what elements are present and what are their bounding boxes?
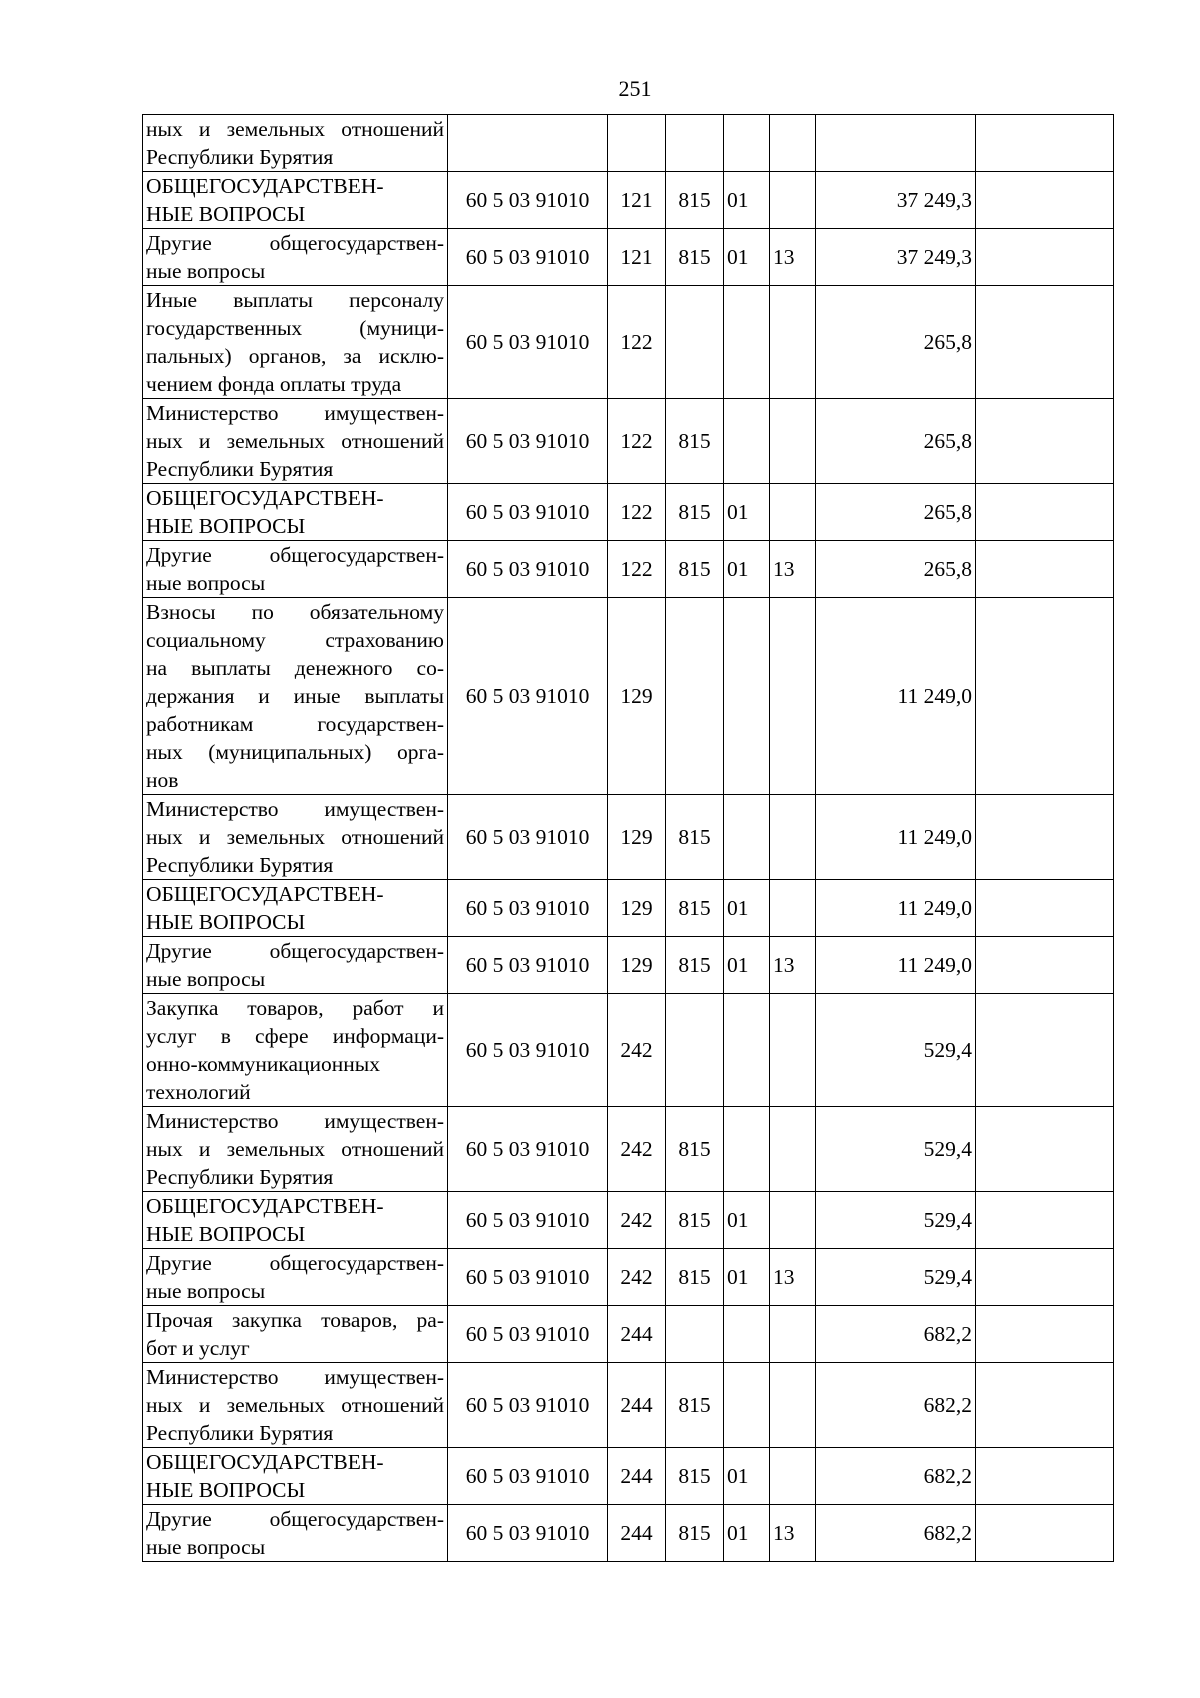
cell-subsection — [770, 172, 816, 229]
name-line: ных и земельных отношений — [146, 117, 444, 141]
cell-target-code — [448, 115, 608, 172]
cell-target-code: 60 5 03 91010 — [448, 880, 608, 937]
cell-amount: 265,8 — [816, 286, 976, 399]
cell-section: 01 — [724, 484, 770, 541]
cell-target-code: 60 5 03 91010 — [448, 541, 608, 598]
cell-target-code: 60 5 03 91010 — [448, 1363, 608, 1448]
cell-subsection — [770, 115, 816, 172]
name-line: Республики Бурятия — [146, 145, 334, 169]
cell-extra — [976, 172, 1114, 229]
cell-name — [143, 1505, 448, 1562]
name-line: Прочая закупка товаров, ра- — [146, 1308, 444, 1332]
cell-target-code: 60 5 03 91010 — [448, 484, 608, 541]
cell-ministry-code: 815 — [666, 1505, 724, 1562]
name-line: НЫЕ ВОПРОСЫ — [146, 202, 306, 226]
cell-name — [143, 1363, 448, 1448]
cell-section: 01 — [724, 172, 770, 229]
cell-section: 01 — [724, 1192, 770, 1249]
cell-name — [143, 1249, 448, 1306]
name-line: социальному страхованию — [146, 628, 444, 652]
table-row — [143, 115, 1114, 172]
table-row — [143, 598, 1114, 795]
cell-section — [724, 598, 770, 795]
cell-section — [724, 115, 770, 172]
name-line: ных и земельных отношений — [146, 429, 444, 453]
cell-amount: 682,2 — [816, 1505, 976, 1562]
cell-amount: 529,4 — [816, 1192, 976, 1249]
name-line: ных и земельных отношений — [146, 1393, 444, 1417]
cell-amount: 11 249,0 — [816, 795, 976, 880]
cell-expense-type: 242 — [608, 1249, 666, 1306]
cell-amount: 682,2 — [816, 1363, 976, 1448]
cell-section: 01 — [724, 880, 770, 937]
name-line: ные вопросы — [146, 967, 266, 991]
cell-name — [143, 399, 448, 484]
cell-name — [143, 795, 448, 880]
table-row — [143, 1107, 1114, 1192]
name-line: пальных) органов, за исклю- — [146, 344, 444, 368]
cell-name — [143, 937, 448, 994]
name-line: на выплаты денежного со- — [146, 656, 444, 680]
name-line: государственных (муници- — [146, 316, 444, 340]
cell-amount: 265,8 — [816, 484, 976, 541]
name-line: бот и услуг — [146, 1336, 250, 1360]
table-row — [143, 541, 1114, 598]
cell-ministry-code: 815 — [666, 541, 724, 598]
cell-extra — [976, 598, 1114, 795]
cell-target-code: 60 5 03 91010 — [448, 598, 608, 795]
cell-subsection — [770, 880, 816, 937]
cell-extra — [976, 399, 1114, 484]
cell-name — [143, 115, 448, 172]
cell-section — [724, 1363, 770, 1448]
cell-target-code: 60 5 03 91010 — [448, 1448, 608, 1505]
cell-subsection: 13 — [770, 541, 816, 598]
cell-expense-type: 129 — [608, 795, 666, 880]
cell-subsection — [770, 399, 816, 484]
name-line: НЫЕ ВОПРОСЫ — [146, 1222, 306, 1246]
cell-amount: 265,8 — [816, 399, 976, 484]
cell-extra — [976, 795, 1114, 880]
cell-expense-type: 122 — [608, 541, 666, 598]
cell-subsection — [770, 795, 816, 880]
cell-extra — [976, 880, 1114, 937]
name-line: Другие общегосударствен- — [146, 939, 444, 963]
cell-ministry-code: 815 — [666, 795, 724, 880]
cell-expense-type — [608, 115, 666, 172]
name-line: ОБЩЕГОСУДАРСТВЕН- — [146, 486, 384, 510]
cell-target-code: 60 5 03 91010 — [448, 286, 608, 399]
table-row — [143, 880, 1114, 937]
cell-expense-type: 244 — [608, 1306, 666, 1363]
cell-name — [143, 541, 448, 598]
name-line: Взносы по обязательному — [146, 600, 444, 624]
cell-expense-type: 122 — [608, 399, 666, 484]
name-line: Другие общегосударствен- — [146, 543, 444, 567]
cell-extra — [976, 994, 1114, 1107]
cell-subsection: 13 — [770, 229, 816, 286]
cell-expense-type: 121 — [608, 172, 666, 229]
cell-ministry-code: 815 — [666, 1192, 724, 1249]
name-line: технологий — [146, 1080, 251, 1104]
cell-expense-type: 129 — [608, 937, 666, 994]
cell-subsection: 13 — [770, 1505, 816, 1562]
cell-name — [143, 1107, 448, 1192]
cell-name — [143, 229, 448, 286]
cell-extra — [976, 286, 1114, 399]
name-line: ные вопросы — [146, 259, 266, 283]
table-row — [143, 286, 1114, 399]
cell-section: 01 — [724, 1448, 770, 1505]
name-line: держания и иные выплаты — [146, 684, 444, 708]
cell-ministry-code: 815 — [666, 399, 724, 484]
cell-expense-type: 244 — [608, 1363, 666, 1448]
name-line: ОБЩЕГОСУДАРСТВЕН- — [146, 174, 384, 198]
cell-subsection — [770, 598, 816, 795]
cell-section: 01 — [724, 937, 770, 994]
cell-extra — [976, 1448, 1114, 1505]
cell-extra — [976, 541, 1114, 598]
name-line: Министерство имуществен- — [146, 797, 444, 821]
cell-target-code: 60 5 03 91010 — [448, 1107, 608, 1192]
cell-ministry-code: 815 — [666, 229, 724, 286]
name-line: ОБЩЕГОСУДАРСТВЕН- — [146, 1450, 384, 1474]
cell-section — [724, 286, 770, 399]
cell-subsection — [770, 1192, 816, 1249]
cell-expense-type: 242 — [608, 1192, 666, 1249]
cell-amount: 529,4 — [816, 1107, 976, 1192]
cell-name — [143, 172, 448, 229]
cell-target-code: 60 5 03 91010 — [448, 795, 608, 880]
cell-section: 01 — [724, 1505, 770, 1562]
cell-expense-type: 129 — [608, 880, 666, 937]
cell-ministry-code — [666, 598, 724, 795]
name-line: НЫЕ ВОПРОСЫ — [146, 1478, 306, 1502]
cell-section — [724, 399, 770, 484]
name-line: Республики Бурятия — [146, 853, 334, 877]
cell-ministry-code: 815 — [666, 1249, 724, 1306]
page-number: 251 — [618, 76, 652, 101]
cell-ministry-code: 815 — [666, 172, 724, 229]
cell-amount: 265,8 — [816, 541, 976, 598]
cell-amount: 682,2 — [816, 1448, 976, 1505]
name-line: НЫЕ ВОПРОСЫ — [146, 514, 306, 538]
cell-name — [143, 1192, 448, 1249]
cell-extra — [976, 229, 1114, 286]
cell-amount: 11 249,0 — [816, 937, 976, 994]
cell-section: 01 — [724, 1249, 770, 1306]
cell-section — [724, 994, 770, 1107]
name-line: Иные выплаты персоналу — [146, 288, 444, 312]
name-line: Республики Бурятия — [146, 1165, 334, 1189]
cell-ministry-code: 815 — [666, 1363, 724, 1448]
cell-expense-type: 129 — [608, 598, 666, 795]
budget-table — [142, 114, 1114, 1562]
table-row — [143, 1448, 1114, 1505]
name-line: ОБЩЕГОСУДАРСТВЕН- — [146, 882, 384, 906]
cell-section: 01 — [724, 541, 770, 598]
cell-extra — [976, 1306, 1114, 1363]
name-line: нов — [146, 768, 179, 792]
name-line: Республики Бурятия — [146, 1421, 334, 1445]
cell-section — [724, 795, 770, 880]
cell-expense-type: 244 — [608, 1448, 666, 1505]
cell-ministry-code: 815 — [666, 484, 724, 541]
cell-subsection — [770, 484, 816, 541]
name-line: ных и земельных отношений — [146, 825, 444, 849]
cell-expense-type: 122 — [608, 484, 666, 541]
table-row — [143, 1505, 1114, 1562]
name-line: Республики Бурятия — [146, 457, 334, 481]
cell-ministry-code — [666, 115, 724, 172]
name-line: ных (муниципальных) орга- — [146, 740, 444, 764]
table-row — [143, 399, 1114, 484]
cell-ministry-code — [666, 1306, 724, 1363]
cell-name — [143, 1448, 448, 1505]
cell-name — [143, 598, 448, 795]
cell-target-code: 60 5 03 91010 — [448, 1192, 608, 1249]
cell-name — [143, 994, 448, 1107]
cell-target-code: 60 5 03 91010 — [448, 994, 608, 1107]
table-row — [143, 795, 1114, 880]
name-line: ОБЩЕГОСУДАРСТВЕН- — [146, 1194, 384, 1218]
table-row — [143, 484, 1114, 541]
name-line: Министерство имуществен- — [146, 1109, 444, 1133]
cell-ministry-code — [666, 994, 724, 1107]
cell-subsection — [770, 286, 816, 399]
cell-subsection — [770, 1306, 816, 1363]
table-row — [143, 172, 1114, 229]
cell-amount: 529,4 — [816, 994, 976, 1107]
name-line: услуг в сфере информаци- — [146, 1024, 444, 1048]
cell-amount: 11 249,0 — [816, 880, 976, 937]
name-line: работникам государствен- — [146, 712, 444, 736]
cell-subsection — [770, 994, 816, 1107]
table-row — [143, 229, 1114, 286]
cell-amount — [816, 115, 976, 172]
cell-subsection: 13 — [770, 1249, 816, 1306]
cell-extra — [976, 1192, 1114, 1249]
name-line: Другие общегосударствен- — [146, 231, 444, 255]
name-line: Закупка товаров, работ и — [146, 996, 444, 1020]
cell-section — [724, 1107, 770, 1192]
name-line: ных и земельных отношений — [146, 1137, 444, 1161]
name-line: Другие общегосударствен- — [146, 1507, 444, 1531]
table-row — [143, 937, 1114, 994]
cell-name — [143, 880, 448, 937]
table-row — [143, 1306, 1114, 1363]
cell-target-code: 60 5 03 91010 — [448, 399, 608, 484]
cell-amount: 529,4 — [816, 1249, 976, 1306]
cell-amount: 37 249,3 — [816, 229, 976, 286]
cell-extra — [976, 1363, 1114, 1448]
cell-amount: 11 249,0 — [816, 598, 976, 795]
cell-expense-type: 242 — [608, 1107, 666, 1192]
cell-target-code: 60 5 03 91010 — [448, 937, 608, 994]
cell-subsection — [770, 1363, 816, 1448]
cell-extra — [976, 1505, 1114, 1562]
cell-expense-type: 122 — [608, 286, 666, 399]
table-row — [143, 994, 1114, 1107]
cell-name — [143, 484, 448, 541]
cell-subsection: 13 — [770, 937, 816, 994]
table-row — [143, 1249, 1114, 1306]
name-line: ные вопросы — [146, 571, 266, 595]
cell-extra — [976, 1107, 1114, 1192]
name-line: Министерство имуществен- — [146, 1365, 444, 1389]
cell-amount: 37 249,3 — [816, 172, 976, 229]
cell-subsection — [770, 1448, 816, 1505]
cell-amount: 682,2 — [816, 1306, 976, 1363]
cell-section — [724, 1306, 770, 1363]
cell-extra — [976, 115, 1114, 172]
cell-ministry-code: 815 — [666, 1107, 724, 1192]
table-row — [143, 1363, 1114, 1448]
cell-section: 01 — [724, 229, 770, 286]
cell-extra — [976, 937, 1114, 994]
name-line: ные вопросы — [146, 1279, 266, 1303]
cell-target-code: 60 5 03 91010 — [448, 229, 608, 286]
cell-expense-type: 244 — [608, 1505, 666, 1562]
name-line: онно-коммуникационных — [146, 1052, 380, 1076]
table-row — [143, 1192, 1114, 1249]
table-body — [143, 115, 1114, 1562]
cell-name — [143, 1306, 448, 1363]
cell-ministry-code: 815 — [666, 1448, 724, 1505]
name-line: ные вопросы — [146, 1535, 266, 1559]
cell-extra — [976, 1249, 1114, 1306]
cell-ministry-code: 815 — [666, 937, 724, 994]
cell-target-code: 60 5 03 91010 — [448, 172, 608, 229]
cell-target-code: 60 5 03 91010 — [448, 1306, 608, 1363]
cell-extra — [976, 484, 1114, 541]
cell-expense-type: 121 — [608, 229, 666, 286]
cell-target-code: 60 5 03 91010 — [448, 1249, 608, 1306]
cell-target-code: 60 5 03 91010 — [448, 1505, 608, 1562]
cell-ministry-code: 815 — [666, 880, 724, 937]
name-line: чением фонда оплаты труда — [146, 372, 402, 396]
cell-ministry-code — [666, 286, 724, 399]
name-line: Министерство имуществен- — [146, 401, 444, 425]
cell-expense-type: 242 — [608, 994, 666, 1107]
cell-subsection — [770, 1107, 816, 1192]
cell-name — [143, 286, 448, 399]
name-line: Другие общегосударствен- — [146, 1251, 444, 1275]
name-line: НЫЕ ВОПРОСЫ — [146, 910, 306, 934]
